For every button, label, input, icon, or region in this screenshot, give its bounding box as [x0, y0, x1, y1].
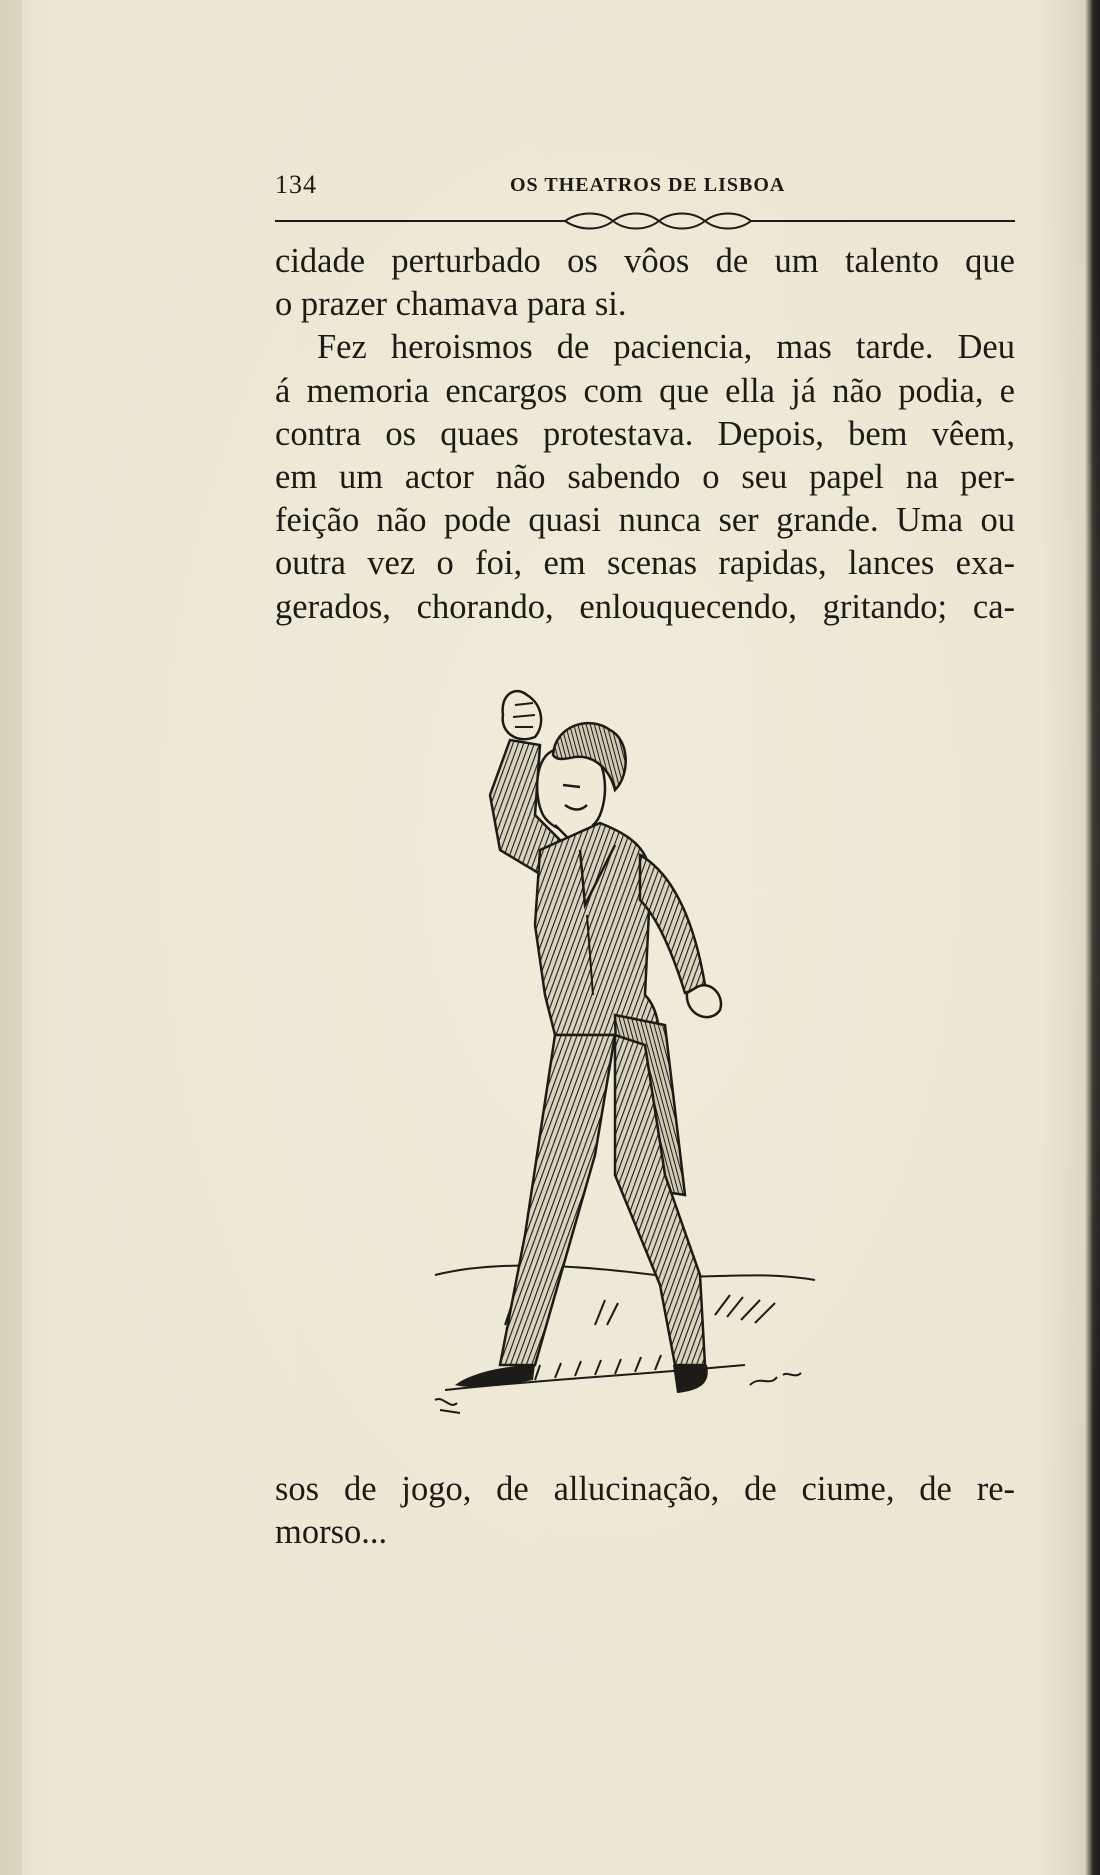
text-line: Fez heroismos de paciencia, mas tarde. Deu [317, 328, 1015, 367]
text-line: sos de jogo, de allucinação, de ciume, de re- [275, 1470, 1015, 1508]
text-line: gerados, chorando, enlouquecendo, gritando; ca- [275, 587, 1015, 626]
text-line: em um actor não sabendo o seu papel na per- [275, 458, 1015, 497]
text-line: feição não pode quasi nunca ser grande. Uma ou [275, 501, 1015, 540]
page-stack-edge [0, 0, 22, 1875]
text-line: o prazer chamava para si. [275, 285, 627, 324]
actor-engraving-icon [415, 675, 855, 1435]
ornamental-rule [275, 208, 1015, 232]
page-number: 134 [275, 170, 317, 199]
text-line: contra os quaes protestava. Depois, bem vêem, [275, 414, 1015, 453]
paragraph-top [275, 240, 1015, 629]
page-header [275, 170, 1015, 200]
text-line: á memoria encargos com que ella já não podia, e [275, 371, 1015, 410]
text-line: cidade perturbado os vôos de um talento que [275, 242, 1015, 280]
text-line: outra vez o foi, em scenas rapidas, lances exa- [275, 544, 1015, 583]
paragraph-bottom [275, 1468, 1015, 1554]
running-title: OS THEATROS DE LISBOA [510, 174, 786, 196]
text-line: morso... [275, 1513, 388, 1552]
